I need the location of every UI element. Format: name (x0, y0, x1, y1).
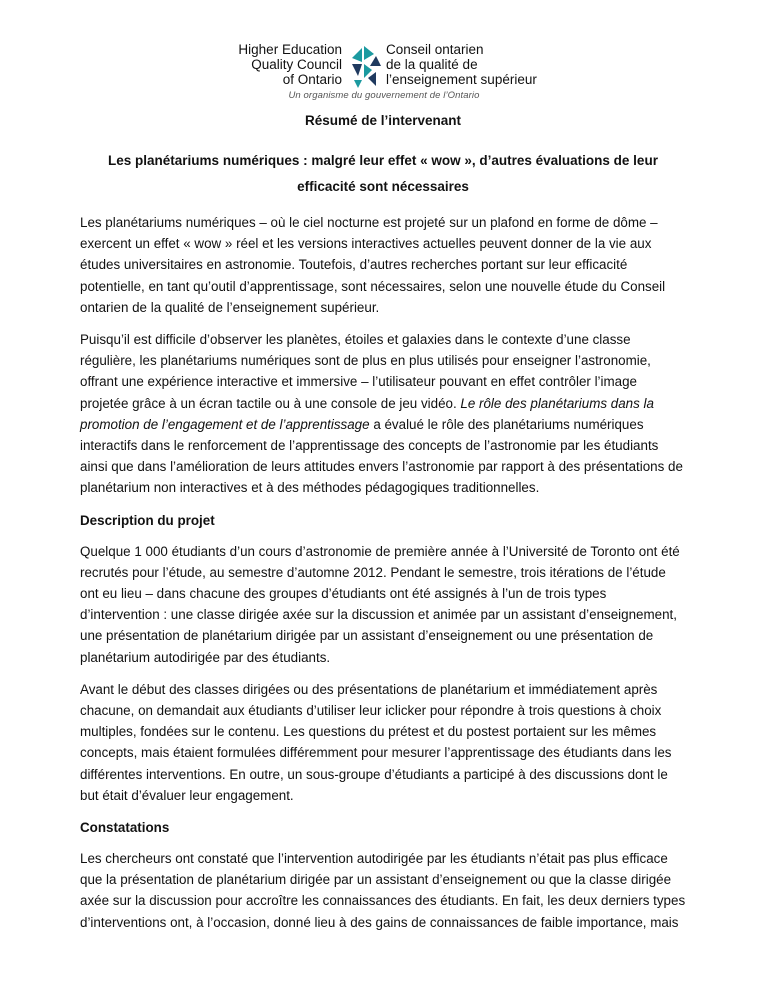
paragraph-text: a évalué le rôle des planétariums numériques interactifs dans le renforcement de l’apprentissage des concepts de l’astronomie par les étudiants ainsi que dans l’amélioration de leurs attitudes envers l’astronomie par rapport à des présentations de planétarium non interactives et à des méthodes pédagogiques traditionnelles. (80, 416, 683, 496)
letterhead (0, 42, 768, 102)
heqco-logo-icon (350, 44, 382, 88)
logo-text-french (386, 42, 537, 87)
paragraph-text: Puisqu’il est difficile d’observer les planètes, étoiles et galaxies dans le contexte d’une classe régulière, les planétariums numériques sont de plus en plus utilisés pour enseigner l’astronomie, offrant une expérience interactive et immersive – l’utilisateur pouvant en effet contrôler l’image projetée grâce à un écran tactile ou à une console de jeu vidéo. (80, 332, 651, 411)
paragraph (80, 329, 686, 499)
document-type: Résumé de l’intervenant (304, 113, 462, 128)
document-title: Les planétariums numériques : malgré leur effet « wow », d’autres évaluations de leur efficacité sont nécessaires (108, 153, 658, 194)
paragraph: Avant le début des classes dirigées ou des présentations de planétarium et immédiatement après chacune, on demandait aux étudiants d’utiliser leur iclicker pour répondre à trois questions à choix multiples, fondées sur le contenu. Les questions du prétest et du postest portaient sur les mêmes concepts, mais étaient formulées différemment pour mesurer l’apprentissage des étudiants dans les différentes interventions. En outre, un sous-groupe d’étudiants a participé à des discussions dont le but était d’évaluer leur engagement. (80, 681, 672, 803)
section-heading: Description du projet (80, 512, 215, 528)
paragraph: Quelque 1 000 étudiants d’un cours d’astronomie de première année à l’Université de Toronto ont été recrutés pour l’étude, au semestre d’automne 2012. Pendant le semestre, trois itérations de l’étude ont eu lieu – dans chacune des groupes d’étudiants ont été assignés à l’un de trois types d’intervention : une classe dirigée axée sur la discussion et animée par un assistant d’enseignement, une présentation de planétarium dirigée par un assistant d’enseignement ou une présentation de planétarium autodirigée par des étudiants. (80, 543, 680, 665)
logo-line: of Ontario (282, 72, 342, 87)
document-body (80, 112, 686, 944)
logo-line: l’enseignement supérieur (386, 72, 537, 87)
paragraph: Les chercheurs ont constaté que l’intervention autodirigée par les étudiants n’était pas plus efficace que la présentation de planétarium dirigée par un assistant d’enseignement ou que la classe dirigée axée sur la discussion pour accroître les connaissances des étudiants. En fait, les deux derniers types d’interventions ont, à l’occasion, donné lieu à des gains de connaissances de faible importance, mais (80, 851, 686, 930)
report-title: Le rôle des planétariums dans la promotion de l’engagement et de l’apprentissage (80, 395, 654, 432)
logo-line: Conseil ontarien (386, 42, 484, 57)
logo-line: Quality Council (251, 57, 342, 72)
tagline: Un organisme du gouvernement de l’Ontario (288, 90, 480, 101)
section-heading: Constatations (80, 820, 170, 836)
paragraph: Les planétariums numériques – où le ciel nocturne est projeté sur un plafond en forme de dôme – exercent un effet « wow » réel et les versions interactives actuelles peuvent donner de la vie aux études universitaires en astronomie. Toutefois, d’autres recherches portant sur leur efficacité potentielle, en tant qu’outil d’apprentissage, sont nécessaires, selon une nouvelle étude du Conseil ontarien de la qualité de l’enseignement supérieur. (80, 215, 666, 315)
logo-line: de la qualité de (386, 57, 478, 72)
logo-text-english (238, 42, 342, 87)
logo-line: Higher Education (238, 42, 342, 57)
